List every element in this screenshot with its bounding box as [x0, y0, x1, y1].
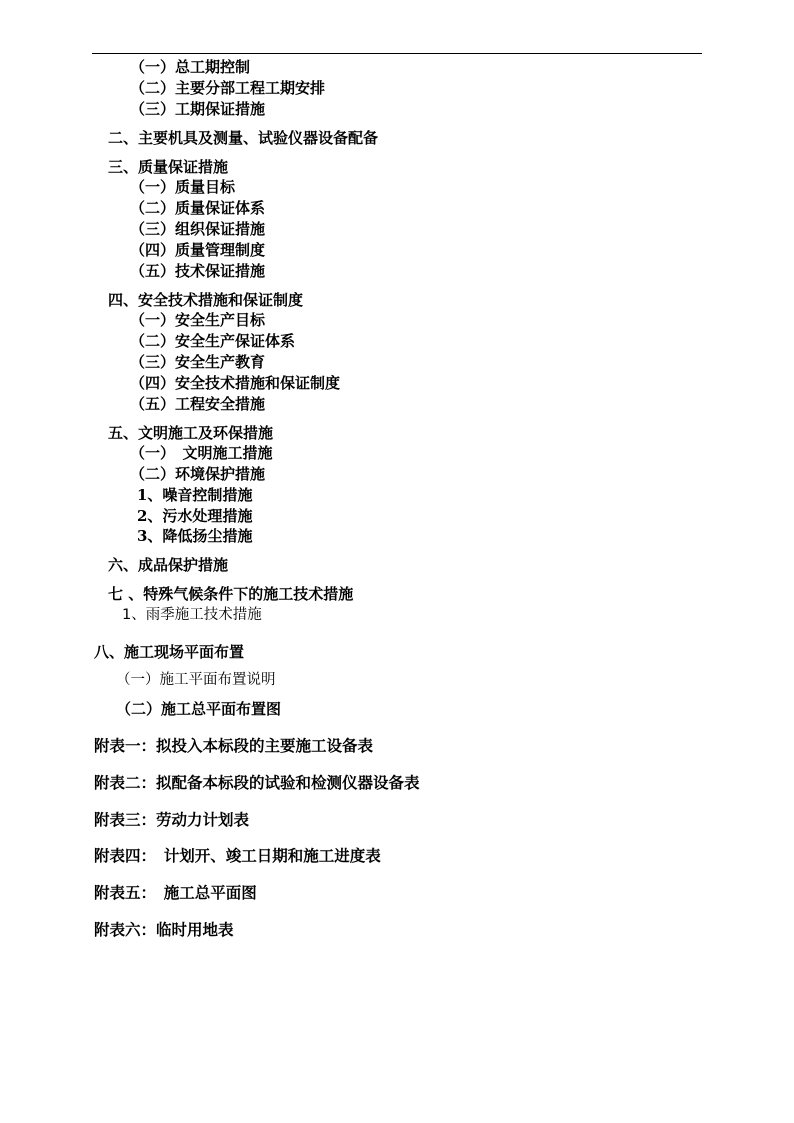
toc-section-heading: 五、文明施工及环保措施 — [108, 424, 274, 442]
toc-section-heading: 二、主要机具及测量、试验仪器设备配备 — [108, 129, 379, 147]
toc-entry: （二）质量保证体系 — [130, 199, 266, 217]
toc-section-heading: 六、成品保护措施 — [108, 556, 229, 574]
toc-entry: （一）质量目标 — [130, 178, 236, 196]
toc-section-heading: 三、质量保证措施 — [108, 158, 229, 176]
toc-entry: （四）质量管理制度 — [130, 241, 266, 259]
appendix-entry: 附表六：临时用地表 — [94, 920, 234, 939]
toc-section-heading: 四、安全技术措施和保证制度 — [108, 291, 304, 309]
toc-subentry: 1、噪音控制措施 — [137, 486, 253, 504]
appendix-entry: 附表二：拟配备本标段的试验和检测仪器设备表 — [94, 773, 420, 792]
toc-entry: （三）组织保证措施 — [130, 220, 266, 238]
appendix-entry: 附表五： 施工总平面图 — [94, 883, 257, 902]
toc-entry: （二）环境保护措施 — [130, 465, 266, 483]
appendix-entry: 附表四： 计划开、竣工日期和施工进度表 — [94, 846, 381, 865]
toc-subentry: 3、降低扬尘措施 — [137, 527, 253, 545]
toc-entry: （四）安全技术措施和保证制度 — [130, 374, 341, 392]
appendix-entry: 附表一：拟投入本标段的主要施工设备表 — [94, 736, 374, 755]
appendix-entry: 附表三：劳动力计划表 — [94, 810, 250, 829]
toc-entry: （一） 文明施工措施 — [130, 444, 273, 462]
toc-entry: （一）总工期控制 — [130, 58, 251, 76]
toc-section-heading: 七 、特殊气候条件下的施工技术措施 — [108, 585, 354, 603]
header-rule — [92, 53, 702, 54]
toc-section-heading: 八、施工现场平面布置 — [94, 643, 245, 661]
toc-entry: （二）施工总平面布置图 — [116, 700, 282, 718]
toc-entry: （三）工期保证措施 — [130, 100, 266, 118]
toc-entry: （二）安全生产保证体系 — [130, 332, 296, 350]
toc-entry: （二）主要分部工程工期安排 — [130, 79, 326, 97]
toc-subentry: 1、雨季施工技术措施 — [122, 607, 262, 623]
toc-entry: （五）技术保证措施 — [130, 262, 266, 280]
toc-entry: （一）安全生产目标 — [130, 311, 266, 329]
toc-entry: （一）施工平面布置说明 — [116, 672, 276, 688]
toc-subentry: 2、污水处理措施 — [137, 507, 253, 525]
toc-entry: （五）工程安全措施 — [130, 395, 266, 413]
toc-entry: （三）安全生产教育 — [130, 353, 266, 371]
